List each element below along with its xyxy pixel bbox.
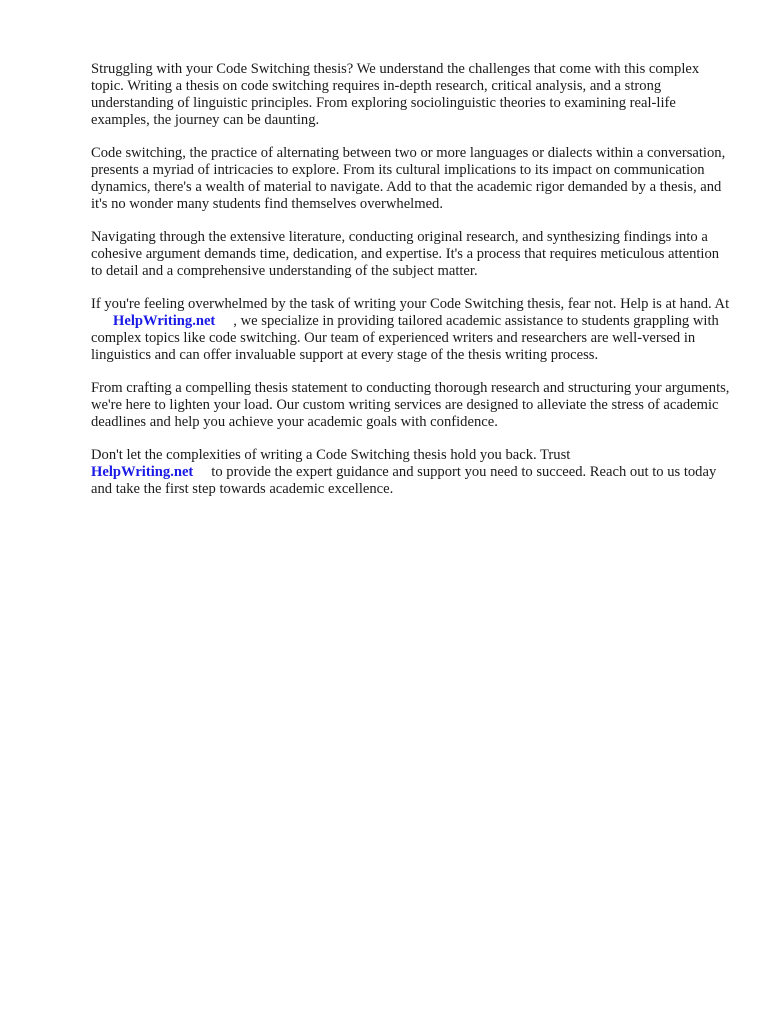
paragraph-closing-text-end: to provide the expert guidance and support you need to succeed. Reach out to us today and take the first step towards academic excellence. [91, 464, 717, 497]
paragraph-help-text-start: If you're feeling overwhelmed by the task of writing your Code Switching thesis, fear not. Help is at hand. At [91, 296, 730, 312]
paragraph-help [91, 296, 731, 364]
document-body [91, 61, 731, 514]
paragraph-literature: Navigating through the extensive literature, conducting original research, and synthesizing findings into a cohesive argument demands time, dedication, and expertise. It's a process that requires meticulous attention to detail and a comprehensive understanding of the subject matter. [91, 229, 720, 279]
paragraph-services: From crafting a compelling thesis statement to conducting thorough research and structuring your arguments, we're here to lighten your load. Our custom writing services are designed to alleviate the stress of academic deadlines and help you achieve your academic goals with confidence. [91, 380, 730, 430]
helpwriting-link-closing[interactable]: HelpWriting.net [91, 464, 194, 480]
paragraph-closing-text-start: Don't let the complexities of writing a Code Switching thesis hold you back. Trust [91, 447, 571, 463]
paragraph-closing [91, 447, 731, 498]
helpwriting-link[interactable]: HelpWriting.net [113, 313, 216, 329]
paragraph-code-switching: Code switching, the practice of alternating between two or more languages or dialects within a conversation, presents a myriad of intricacies to explore. From its cultural implications to its impact on communication dynamics, there's a wealth of material to navigate. Add to that the academic rigor demanded by a thesis, and it's no wonder many students find themselves overwhelmed. [91, 145, 726, 212]
paragraph-intro: Struggling with your Code Switching thesis? We understand the challenges that come with this complex topic. Writing a thesis on code switching requires in-depth research, critical analysis, and a strong understanding of linguistic principles. From exploring sociolinguistic theories to examining real-life examples, the journey can be daunting. [91, 61, 700, 128]
paragraph-help-text-end: , we specialize in providing tailored academic assistance to students grappling with complex topics like code switching. Our team of experienced writers and researchers are well-versed in linguistics and can offer invaluable support at every stage of the thesis writing process. [91, 313, 719, 363]
